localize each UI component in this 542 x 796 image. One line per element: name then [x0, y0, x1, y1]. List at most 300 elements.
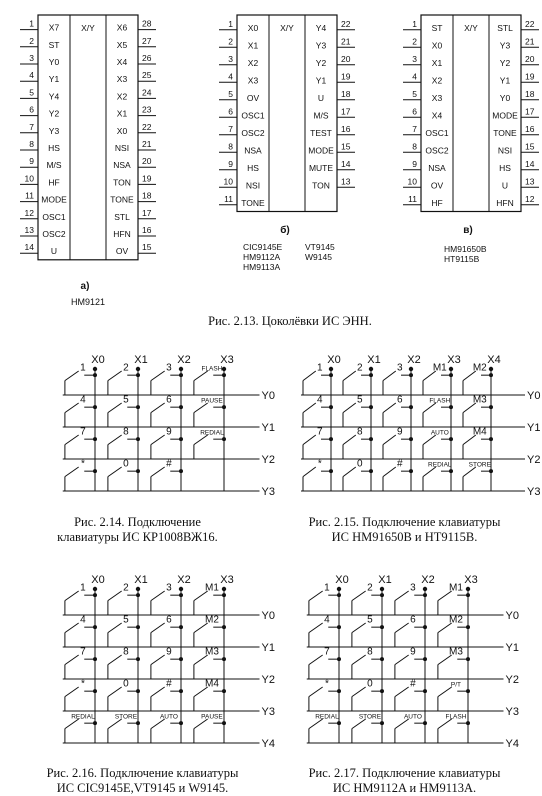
- ic-c-pin-number: 2: [412, 36, 417, 47]
- kb-2-17-junction-dot: [466, 689, 470, 693]
- kb-2-15-switch-blade: [303, 467, 316, 477]
- kb-2-14-junction-dot: [93, 373, 97, 377]
- ic-a-pin-number: 7: [29, 121, 34, 132]
- kb-2-16-key-label: *: [81, 678, 85, 690]
- kb-2-14-col-dot: [93, 367, 97, 371]
- ic-b-pin-name: X2: [247, 57, 259, 68]
- kb-2-14-junction-dot: [222, 373, 226, 377]
- kb-2-15-switch-blade: [303, 435, 316, 445]
- ic-b-pin-name: Y2: [315, 57, 327, 68]
- ic-c-pin-number: 18: [525, 88, 535, 99]
- kb-2-15-switch-blade: [343, 467, 356, 477]
- ic-a-sublabel: a): [80, 281, 90, 292]
- kb-2-14-row-label: Y0: [261, 390, 275, 402]
- ic-b-pin-number: 1: [228, 18, 233, 29]
- ic-a-pin-name: OSC1: [42, 211, 66, 222]
- kb-2-16-col-dot: [222, 587, 226, 591]
- ic-b-pin-name: TEST: [310, 127, 332, 138]
- kb-2-17-junction-dot: [337, 721, 341, 725]
- kb-2-17-switch-blade: [309, 623, 323, 633]
- ic-a-pin-number: 14: [24, 242, 34, 253]
- kb-2-16-col-label: X0: [91, 574, 105, 586]
- kb-2-16-switch-blade: [151, 623, 165, 633]
- ic-b-pin-name: TON: [312, 180, 330, 191]
- kb-2-15-junction-dot: [489, 469, 493, 473]
- ic-a-pin-number: 8: [29, 139, 34, 149]
- kb-2-17-switch-blade: [309, 655, 323, 665]
- kb-2-16-junction-dot: [93, 721, 97, 725]
- kb-2-16-key-label: 3: [166, 582, 172, 594]
- kb-2-17-junction-dot: [466, 593, 470, 597]
- fig-2-14-caption-line1: Рис. 2.14. Подключение: [74, 515, 201, 529]
- kb-2-15-col-label: X2: [407, 354, 421, 366]
- kb-2-14-col-label: X2: [177, 354, 191, 366]
- ic-c-pin-name: NSI: [497, 145, 513, 156]
- kb-2-15-junction-dot: [409, 373, 413, 377]
- ic-c-pin-number: 21: [525, 36, 535, 47]
- kb-2-15-key-label: M3: [472, 394, 487, 406]
- ic-c-pin-name: Y0: [499, 92, 511, 103]
- ic-a-pin-name: OV: [115, 246, 129, 257]
- kb-2-15-row-label: Y0: [527, 390, 541, 402]
- kb-2-16-key-label: REDIAL: [71, 713, 95, 721]
- kb-2-17-key-label: 0: [367, 678, 373, 690]
- kb-2-14-key-label: 4: [80, 394, 86, 406]
- ic-a-pin-name: HF: [48, 177, 60, 188]
- ic-b-pin-name: U: [317, 92, 325, 103]
- kb-2-15-switch-blade: [383, 403, 396, 413]
- ic-b-pin-number: 22: [341, 18, 351, 29]
- ic-b-part: W9145: [305, 252, 332, 262]
- kb-2-14-junction-dot: [179, 437, 183, 441]
- kb-2-16-junction-dot: [93, 593, 97, 597]
- kb-2-14-key-label: *: [81, 458, 85, 470]
- kb-2-14-key-label: 0: [123, 458, 129, 470]
- ic-b-pin-name: Y3: [315, 40, 327, 51]
- kb-2-17-junction-dot: [423, 721, 427, 725]
- kb-2-17-switch-blade: [352, 591, 366, 601]
- kb-2-17-row-label: Y1: [505, 642, 519, 654]
- ic-c-label: X/Y: [464, 23, 478, 33]
- kb-2-17-junction-dot: [423, 657, 427, 661]
- ic-a-pin-number: 24: [142, 87, 152, 98]
- kb-2-17-switch-blade: [395, 591, 409, 601]
- kb-2-15-junction-dot: [369, 405, 373, 409]
- kb-2-14-switch-blade: [108, 371, 122, 381]
- kb-2-17-key-label: M3: [449, 646, 463, 658]
- kb-2-16-junction-dot: [93, 625, 97, 629]
- kb-2-17-key-label: AUTO: [403, 713, 422, 721]
- kb-2-15-key-label: #: [397, 458, 403, 470]
- kb-2-16-switch-blade: [65, 591, 79, 601]
- kb-2-14-col-label: X1: [134, 354, 148, 366]
- kb-2-17-junction-dot: [380, 625, 384, 629]
- ic-a-pin-name: X6: [116, 22, 128, 33]
- ic-c-pin-name: OSC2: [425, 145, 449, 156]
- kb-2-17-col-dot: [423, 587, 427, 591]
- ic-a-pin-name: ST: [48, 39, 60, 50]
- ic-a-pin-number: 21: [142, 139, 152, 149]
- kb-2-14-switch-blade: [108, 467, 122, 477]
- ic-b-pin-number: 7: [228, 123, 233, 134]
- ic-c-pin-number: 14: [525, 158, 535, 169]
- ic-c-pin-name: TONE: [493, 127, 517, 138]
- kb-2-15-junction-dot: [369, 437, 373, 441]
- kb-2-16-switch-blade: [108, 655, 122, 665]
- ic-c-pin-number: 1: [412, 18, 417, 29]
- kb-2-17-junction-dot: [423, 689, 427, 693]
- ic-b-pin-number: 8: [228, 141, 233, 152]
- kb-2-15-junction-dot: [369, 469, 373, 473]
- ic-c-pin-name: OSC1: [425, 127, 449, 138]
- kb-2-17-switch-blade: [352, 655, 366, 665]
- ic-b-part: CIC9145E: [243, 242, 283, 252]
- kb-2-14-key-label: 1: [80, 362, 86, 374]
- ic-c-pin-name: HF: [431, 197, 443, 208]
- ic-a-pin-number: 27: [142, 35, 152, 46]
- ic-a-pin-name: X7: [48, 22, 60, 33]
- kb-2-14-row-label: Y2: [261, 454, 275, 466]
- kb-2-15-junction-dot: [449, 469, 453, 473]
- kb-2-17-row-label: Y4: [505, 738, 519, 750]
- ic-c-pin-number: 6: [412, 106, 417, 117]
- kb-2-16-key-label: #: [166, 678, 172, 690]
- ic-c-pin-number: 10: [407, 176, 417, 187]
- kb-2-15-switch-blade: [343, 435, 356, 445]
- kb-2-14-col-dot: [179, 367, 183, 371]
- kb-2-15-matrix: [301, 354, 540, 498]
- ic-a-pin-name: M/S: [46, 160, 62, 171]
- kb-2-15-key-label: M4: [472, 426, 487, 438]
- fig-2-13-caption: Рис. 2.13. Цоколёвки ИС ЭНН.: [208, 314, 372, 328]
- kb-2-14-key-label: PAUSE: [201, 397, 223, 405]
- ic-a-pin-name: Y3: [48, 125, 60, 136]
- ic-a-pin-number: 12: [24, 207, 34, 218]
- kb-2-16-row-label: Y0: [261, 610, 275, 622]
- ic-c-pin-number: 11: [408, 193, 417, 204]
- kb-2-15-col-label: X0: [327, 354, 341, 366]
- kb-2-15-col-dot: [449, 367, 453, 371]
- kb-2-16-row-label: Y3: [261, 706, 275, 718]
- fig-2-15-caption-line2: ИС HM91650B и HT9115B.: [331, 530, 478, 544]
- kb-2-15-col-label: X4: [487, 354, 501, 366]
- ic-c-pin-number: 4: [412, 71, 417, 82]
- kb-2-14-switch-blade: [65, 467, 79, 477]
- kb-2-16-junction-dot: [179, 657, 183, 661]
- kb-2-17-key-label: FLASH: [445, 713, 467, 721]
- kb-2-16-key-label: 5: [123, 614, 129, 626]
- ic-c-pin-number: 17: [525, 106, 535, 117]
- kb-2-16-switch-blade: [151, 687, 165, 697]
- kb-2-17-switch-blade: [309, 687, 323, 697]
- kb-2-14-key-label: #: [166, 458, 172, 470]
- fig-2-15-caption-line1: Рис. 2.15. Подключение клавиатуры: [308, 515, 501, 529]
- fig-2-15-caption: [272, 515, 537, 545]
- ic-a-body: [38, 15, 138, 260]
- ic-a-pin-name: TONE: [110, 194, 134, 205]
- kb-2-16-col-dot: [179, 587, 183, 591]
- kb-2-17-junction-dot: [337, 625, 341, 629]
- ic-b-pin-number: 2: [228, 36, 233, 47]
- kb-2-14-switch-blade: [151, 467, 165, 477]
- kb-2-17-key-label: 5: [367, 614, 373, 626]
- kb-2-16-key-label: 0: [123, 678, 129, 690]
- ic-c-pin-name: X4: [431, 110, 443, 121]
- kb-2-14-col-label: X3: [220, 354, 234, 366]
- kb-2-17-key-label: 1: [324, 582, 330, 594]
- ic-c-part: HT9115B: [444, 254, 480, 264]
- kb-2-16-key-label: M3: [205, 646, 219, 658]
- kb-2-14-matrix: [63, 354, 275, 498]
- kb-2-15-junction-dot: [489, 437, 493, 441]
- ic-a-pin-name: X5: [116, 39, 128, 50]
- kb-2-17-key-label: 9: [410, 646, 416, 658]
- kb-2-17-key-label: P/T: [450, 681, 462, 689]
- kb-2-16-col-label: X3: [220, 574, 234, 586]
- kb-2-15-key-label: 6: [397, 394, 403, 406]
- ic-a-pin-name: X3: [116, 74, 128, 85]
- ic-b-pin-name: MUTE: [308, 162, 334, 173]
- kb-2-17-junction-dot: [380, 593, 384, 597]
- ic-a-pin-name: HS: [48, 143, 60, 153]
- kb-2-14-junction-dot: [179, 373, 183, 377]
- kb-2-14-switch-blade: [151, 403, 165, 413]
- kb-2-16-key-label: 6: [166, 614, 172, 626]
- ic-a-pin-name: Y1: [48, 74, 60, 85]
- kb-2-14-switch-blade: [151, 371, 165, 381]
- kb-2-16-row-label: Y4: [261, 738, 275, 750]
- kb-2-14-junction-dot: [222, 405, 226, 409]
- kb-2-14-col-dot: [222, 367, 226, 371]
- kb-2-16-junction-dot: [222, 721, 226, 725]
- kb-2-16-junction-dot: [93, 657, 97, 661]
- ic-a-pin-name: X4: [116, 57, 128, 67]
- ic-c-sublabel: в): [463, 225, 473, 236]
- ic-c-pin-number: 7: [412, 123, 417, 134]
- kb-2-17-switch-blade: [309, 591, 323, 601]
- kb-2-16-key-label: 7: [80, 646, 86, 658]
- kb-2-16-junction-dot: [179, 689, 183, 693]
- kb-2-14-key-label: 3: [166, 362, 172, 374]
- ic-c-pin-number: 16: [525, 123, 535, 134]
- ic-c-pin-number: 8: [412, 141, 417, 152]
- ic-b-pin-number: 4: [228, 71, 233, 82]
- kb-2-16-key-label: 2: [123, 582, 129, 594]
- kb-2-17-junction-dot: [337, 689, 341, 693]
- ic-a-diagram: [20, 15, 156, 260]
- kb-2-15-col-dot: [369, 367, 373, 371]
- kb-2-15-key-label: M1: [432, 362, 447, 374]
- ic-a-pin-number: 28: [142, 18, 152, 29]
- kb-2-14-switch-blade: [65, 403, 79, 413]
- kb-2-17-row-label: Y0: [505, 610, 519, 622]
- kb-2-15-row-label: Y1: [527, 422, 541, 434]
- kb-2-16-key-label: 8: [123, 646, 129, 658]
- ic-b-pin-name: Y4: [315, 22, 327, 33]
- kb-2-16-junction-dot: [222, 593, 226, 597]
- kb-2-16-junction-dot: [222, 657, 226, 661]
- kb-2-15-key-label: 8: [357, 426, 363, 438]
- kb-2-14-switch-blade: [65, 371, 79, 381]
- kb-2-16-switch-blade: [151, 655, 165, 665]
- kb-2-15-key-label: 2: [357, 362, 363, 374]
- ic-c-pin-name: Y2: [499, 57, 511, 68]
- kb-2-17-col-label: X2: [421, 574, 435, 586]
- kb-2-16-key-label: M4: [205, 678, 219, 690]
- ic-b-pin-number: 18: [341, 88, 351, 99]
- kb-2-15-key-label: AUTO: [430, 429, 449, 437]
- kb-2-17-switch-blade: [438, 687, 452, 697]
- kb-2-14-key-label: 6: [166, 394, 172, 406]
- ic-a-pin-name: Y0: [48, 57, 60, 67]
- ic-a-pin-number: 2: [29, 35, 34, 46]
- ic-b-pin-name: OSC1: [241, 110, 265, 121]
- ic-b-diagram: [219, 15, 355, 212]
- kb-2-16-matrix: [63, 574, 275, 750]
- kb-2-14-junction-dot: [136, 437, 140, 441]
- ic-a-pin-name: STL: [114, 211, 130, 222]
- kb-2-14-junction-dot: [136, 373, 140, 377]
- ic-c-pin-name: MODE: [492, 110, 518, 121]
- ic-b-pin-name: NSA: [244, 145, 262, 156]
- kb-2-17-key-label: STORE: [358, 713, 382, 721]
- kb-2-15-key-label: 1: [317, 362, 323, 374]
- ic-a-pin-number: 20: [142, 156, 152, 167]
- kb-2-15-col-label: X3: [447, 354, 461, 366]
- ic-c-pin-number: 3: [412, 53, 417, 64]
- kb-2-17-key-label: 8: [367, 646, 373, 658]
- fig-2-17-caption-line2: ИС HM9112A и HM9113A.: [332, 781, 477, 795]
- kb-2-17-row-label: Y2: [505, 674, 519, 686]
- ic-a-pin-name: TON: [113, 177, 131, 188]
- ic-b-part: VT9145: [305, 242, 335, 252]
- kb-2-15-key-label: M2: [472, 362, 487, 374]
- kb-2-16-junction-dot: [136, 593, 140, 597]
- ic-b-pin-name: M/S: [313, 110, 329, 121]
- kb-2-16-row-label: Y1: [261, 642, 275, 654]
- kb-2-17-switch-blade: [352, 687, 366, 697]
- ic-c-pin-number: 22: [525, 18, 535, 29]
- kb-2-17-junction-dot: [423, 593, 427, 597]
- kb-2-17-switch-blade: [352, 623, 366, 633]
- ic-a-pin-name: X1: [116, 108, 128, 119]
- kb-2-14-key-label: REDIAL: [200, 429, 224, 437]
- kb-2-16-key-label: AUTO: [159, 713, 178, 721]
- ic-c-pin-name: X2: [431, 75, 443, 86]
- kb-2-14-col-label: X0: [91, 354, 105, 366]
- ic-c-pin-number: 9: [412, 158, 417, 169]
- kb-2-17-key-label: M2: [449, 614, 463, 626]
- kb-2-17-junction-dot: [423, 625, 427, 629]
- kb-2-16-row-label: Y2: [261, 674, 275, 686]
- kb-2-17-matrix: [307, 574, 519, 750]
- kb-2-15-junction-dot: [409, 405, 413, 409]
- ic-a-pin-number: 11: [25, 190, 34, 201]
- ic-a-label: X/Y: [81, 23, 95, 33]
- ic-b-pin-name: HS: [247, 162, 259, 173]
- kb-2-16-junction-dot: [136, 625, 140, 629]
- kb-2-14-junction-dot: [222, 437, 226, 441]
- kb-2-17-key-label: #: [410, 678, 416, 690]
- kb-2-17-col-dot: [337, 587, 341, 591]
- kb-2-15-switch-blade: [383, 467, 396, 477]
- kb-2-17-junction-dot: [380, 657, 384, 661]
- kb-2-17-key-label: *: [325, 678, 329, 690]
- kb-2-15-switch-blade: [303, 403, 316, 413]
- ic-c-pin-name: OV: [430, 180, 444, 191]
- fig-2-16-caption-line2: ИС CIC9145E,VT9145 и W9145.: [56, 781, 229, 795]
- kb-2-16-switch-blade: [108, 687, 122, 697]
- ic-b-pin-name: Y1: [315, 75, 327, 86]
- kb-2-15-col-dot: [489, 367, 493, 371]
- kb-2-17-key-label: 6: [410, 614, 416, 626]
- kb-2-16-junction-dot: [93, 689, 97, 693]
- ic-c-pin-number: 15: [525, 141, 535, 152]
- kb-2-16-col-label: X1: [134, 574, 148, 586]
- ic-c-pin-name: U: [501, 180, 509, 191]
- kb-2-17-row-label: Y3: [505, 706, 519, 718]
- kb-2-17-junction-dot: [337, 657, 341, 661]
- ic-b-sublabel: б): [280, 225, 290, 236]
- ic-a-pin-name: X2: [116, 91, 128, 102]
- kb-2-15-row-label: Y2: [527, 454, 541, 466]
- kb-2-14-switch-blade: [108, 435, 122, 445]
- kb-2-15-key-label: STORE: [468, 461, 491, 469]
- ic-b-part: HM9112A: [243, 252, 281, 262]
- ic-c-pin-number: 13: [525, 176, 535, 187]
- kb-2-16-key-label: 1: [80, 582, 86, 594]
- kb-2-15-row-label: Y3: [527, 486, 541, 498]
- ic-a-pin-name: X0: [116, 125, 128, 136]
- kb-2-15-junction-dot: [409, 469, 413, 473]
- ic-c-pin-number: 19: [525, 71, 535, 82]
- kb-2-14-junction-dot: [136, 469, 140, 473]
- fig-2-14-caption: [10, 515, 265, 545]
- ic-c-pin-name: NSA: [428, 162, 446, 173]
- kb-2-16-switch-blade: [151, 591, 165, 601]
- ic-a-pin-number: 15: [142, 242, 152, 253]
- kb-2-15-junction-dot: [449, 405, 453, 409]
- ic-a-pin-number: 17: [142, 207, 152, 218]
- kb-2-16-switch-blade: [108, 591, 122, 601]
- ic-c-pin-name: Y1: [499, 75, 511, 86]
- ic-a-pin-name: U: [50, 246, 58, 257]
- kb-2-17-key-label: 3: [410, 582, 416, 594]
- ic-a-pin-number: 18: [142, 190, 152, 201]
- ic-a-pin-name: OSC2: [42, 229, 66, 239]
- kb-2-15-junction-dot: [449, 373, 453, 377]
- kb-2-16-junction-dot: [136, 721, 140, 725]
- fig-2-17-caption: [272, 766, 537, 796]
- kb-2-16-junction-dot: [179, 721, 183, 725]
- ic-c-pin-name: STL: [497, 22, 513, 33]
- ic-a-pin-name: NSA: [113, 160, 131, 171]
- kb-2-16-junction-dot: [179, 625, 183, 629]
- kb-2-15-switch-blade: [343, 371, 356, 381]
- kb-2-17-junction-dot: [337, 593, 341, 597]
- kb-2-15-key-label: 0: [357, 458, 363, 470]
- kb-2-15-key-label: 9: [397, 426, 403, 438]
- ic-a-pin-name: HFN: [113, 229, 131, 239]
- kb-2-15-junction-dot: [329, 373, 333, 377]
- ic-a-pin-number: 22: [142, 121, 152, 132]
- kb-2-15-junction-dot: [329, 469, 333, 473]
- kb-2-16-junction-dot: [136, 689, 140, 693]
- kb-2-16-col-dot: [136, 587, 140, 591]
- kb-2-17-col-label: X1: [378, 574, 392, 586]
- kb-2-17-col-label: X0: [335, 574, 349, 586]
- ic-c-pin-name: HS: [499, 162, 511, 173]
